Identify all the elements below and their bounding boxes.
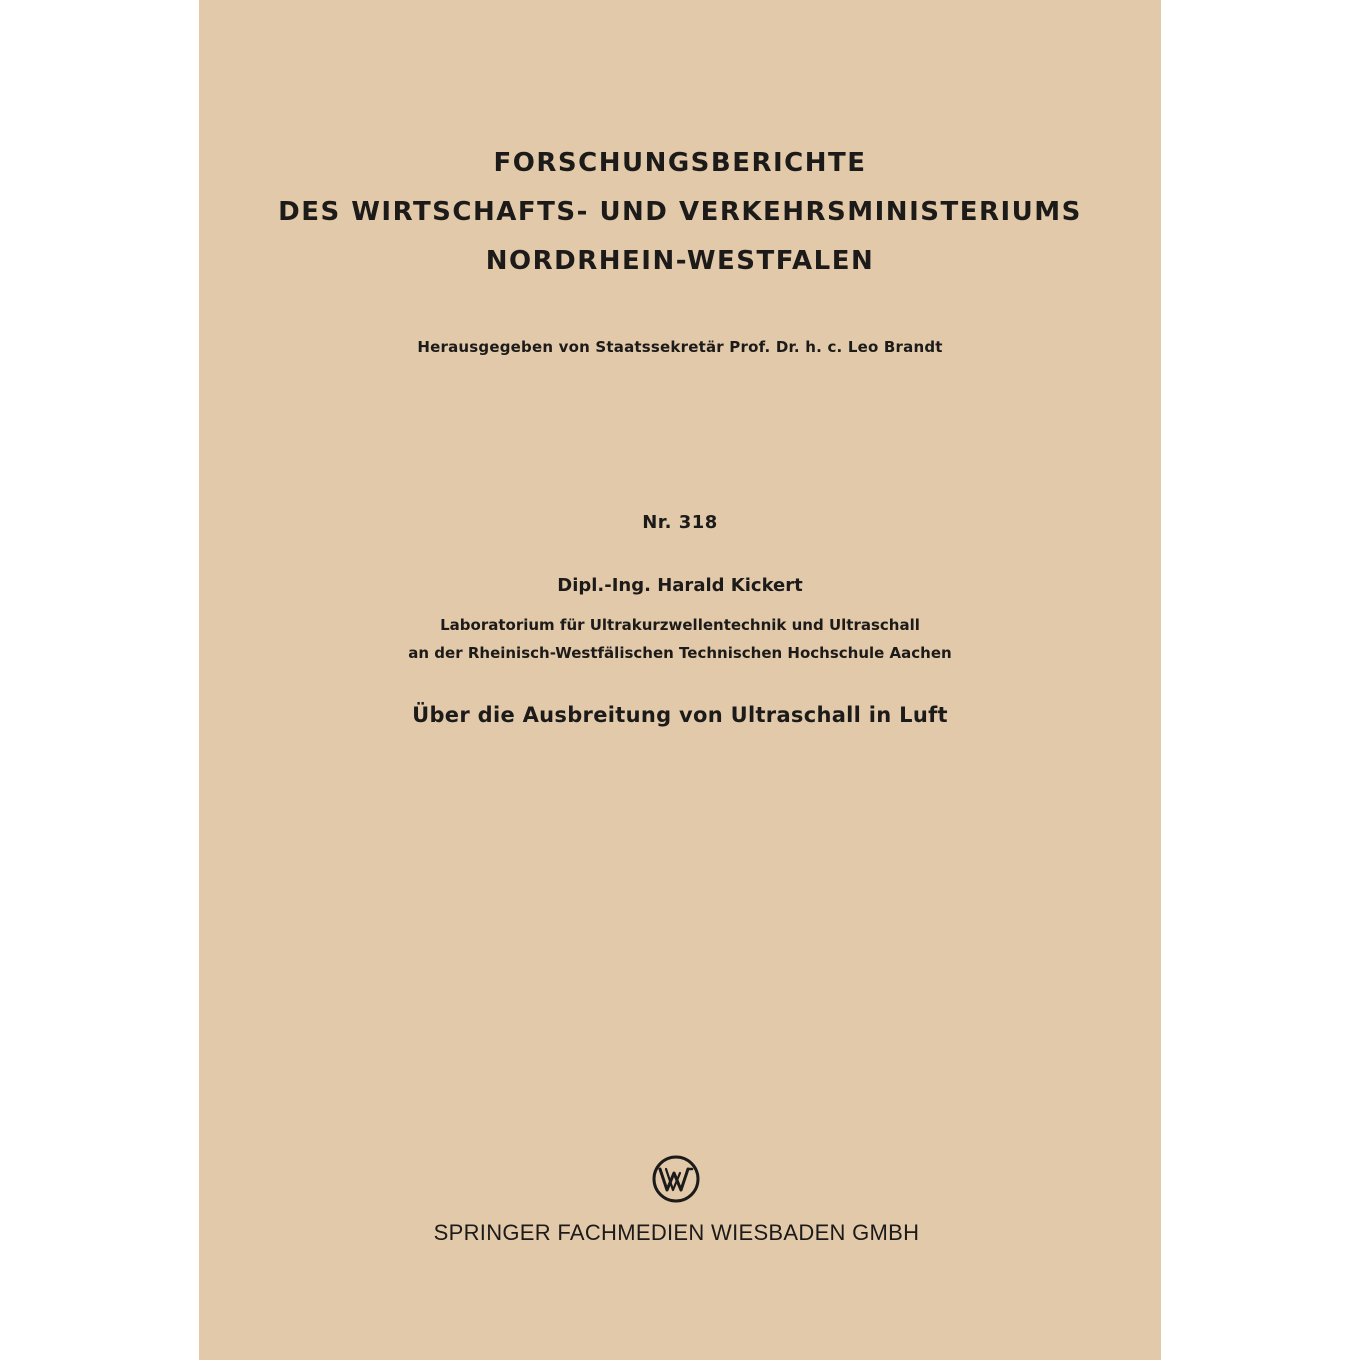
springer-w-logo-icon: [652, 1155, 700, 1203]
institution-line-1: Laboratorium für Ultrakurzwellentechnik und Ultraschall: [440, 616, 920, 634]
report-number: Nr. 318: [642, 512, 718, 533]
book-cover: [199, 0, 1161, 1360]
book-title: Über die Ausbreitung von Ultraschall in Luft: [412, 703, 948, 727]
institution-line-2: an der Rheinisch-Westfälischen Technischen Hochschule Aachen: [408, 644, 952, 662]
author-name: Dipl.-Ing. Harald Kickert: [557, 575, 803, 596]
editor-credit: Herausgegeben von Staatssekretär Prof. Dr. h. c. Leo Brandt: [417, 338, 943, 356]
series-title-line-1: FORSCHUNGSBERICHTE: [493, 148, 867, 178]
series-title-line-2: DES WIRTSCHAFTS- UND VERKEHRSMINISTERIUMS: [278, 197, 1082, 227]
series-title-line-3: NORDRHEIN-WESTFALEN: [485, 246, 875, 276]
publisher-name: SPRINGER FACHMEDIEN WIESBADEN GMBH: [433, 1220, 920, 1245]
